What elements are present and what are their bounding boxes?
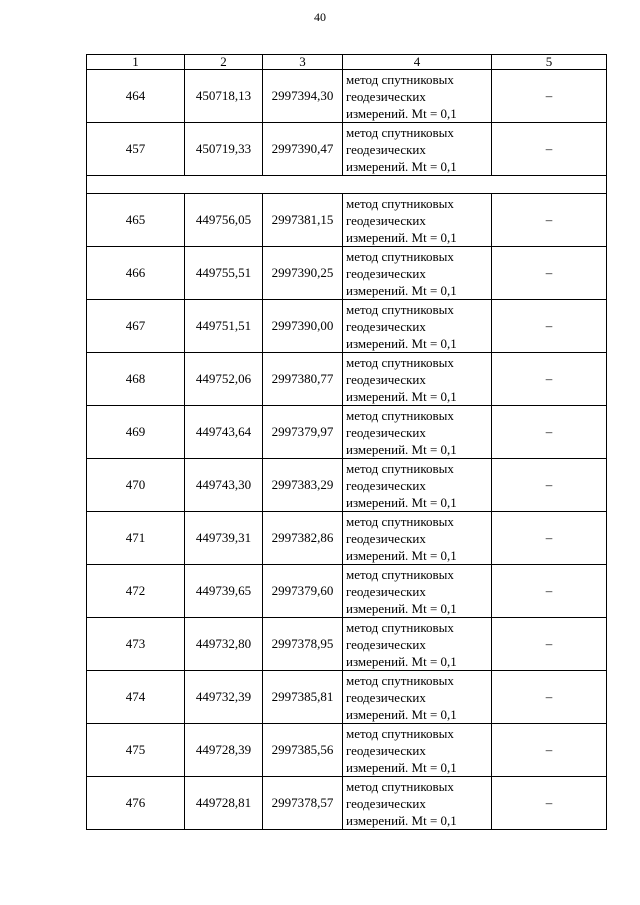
method-line: метод спутниковых [346, 195, 454, 211]
table-row [87, 406, 607, 459]
method-line: метод спутниковых [346, 725, 454, 741]
note: – [492, 512, 607, 565]
method-line: метод спутниковых [346, 248, 454, 264]
coordinate-x: 449751,51 [185, 300, 263, 353]
method-description [343, 300, 492, 353]
note: – [492, 724, 607, 777]
method-line: геодезических [346, 477, 426, 493]
table-header-row [87, 55, 607, 70]
coordinate-x: 449743,64 [185, 406, 263, 459]
method-description [343, 353, 492, 406]
method-description [343, 194, 492, 247]
note: – [492, 194, 607, 247]
coordinate-y: 2997394,30 [263, 70, 343, 123]
method-line: метод спутниковых [346, 513, 454, 529]
table-row [87, 565, 607, 618]
method-line: геодезических [346, 265, 426, 281]
method-line: геодезических [346, 318, 426, 334]
method-description [343, 406, 492, 459]
point-number: 472 [87, 565, 185, 618]
point-number: 473 [87, 618, 185, 671]
method-line: измерений. Mt = 0,1 [346, 388, 457, 404]
method-line: геодезических [346, 583, 426, 599]
point-number: 475 [87, 724, 185, 777]
note: – [492, 353, 607, 406]
note: – [492, 247, 607, 300]
method-line: геодезических [346, 530, 426, 546]
method-line: геодезических [346, 371, 426, 387]
method-line: метод спутниковых [346, 124, 454, 140]
table-row [87, 353, 607, 406]
method-line: измерений. Mt = 0,1 [346, 158, 457, 174]
method-line: метод спутниковых [346, 71, 454, 87]
table-row [87, 459, 607, 512]
coordinate-y: 2997382,86 [263, 512, 343, 565]
method-description [343, 123, 492, 176]
method-description [343, 724, 492, 777]
coordinate-y: 2997390,47 [263, 123, 343, 176]
separator-row [87, 176, 607, 194]
coordinate-y: 2997380,77 [263, 353, 343, 406]
coordinate-x: 449728,81 [185, 777, 263, 830]
header-col-4: 4 [343, 55, 492, 70]
method-line: метод спутниковых [346, 619, 454, 635]
method-description [343, 512, 492, 565]
header-col-5: 5 [492, 55, 607, 70]
coordinates-table [86, 54, 607, 830]
method-line: геодезических [346, 424, 426, 440]
coordinate-y: 2997390,25 [263, 247, 343, 300]
note: – [492, 777, 607, 830]
method-line: метод спутниковых [346, 460, 454, 476]
method-line: метод спутниковых [346, 566, 454, 582]
table-row [87, 671, 607, 724]
method-description [343, 618, 492, 671]
point-number: 471 [87, 512, 185, 565]
coordinate-x: 449728,39 [185, 724, 263, 777]
method-line: измерений. Mt = 0,1 [346, 547, 457, 563]
method-description [343, 247, 492, 300]
note: – [492, 459, 607, 512]
method-line: измерений. Mt = 0,1 [346, 282, 457, 298]
method-line: измерений. Mt = 0,1 [346, 494, 457, 510]
point-number: 467 [87, 300, 185, 353]
method-line: геодезических [346, 636, 426, 652]
method-line: измерений. Mt = 0,1 [346, 335, 457, 351]
point-number: 468 [87, 353, 185, 406]
coordinate-y: 2997385,81 [263, 671, 343, 724]
point-number: 470 [87, 459, 185, 512]
header-col-3: 3 [263, 55, 343, 70]
coordinate-x: 449739,65 [185, 565, 263, 618]
separator-cell [87, 176, 607, 194]
coordinate-y: 2997378,95 [263, 618, 343, 671]
table-body [87, 70, 607, 830]
method-description [343, 70, 492, 123]
method-line: геодезических [346, 212, 426, 228]
coordinate-y: 2997383,29 [263, 459, 343, 512]
coordinate-x: 449743,30 [185, 459, 263, 512]
method-line: геодезических [346, 742, 426, 758]
header-col-1: 1 [87, 55, 185, 70]
coordinate-x: 449755,51 [185, 247, 263, 300]
note: – [492, 618, 607, 671]
coordinate-y: 2997378,57 [263, 777, 343, 830]
coordinate-y: 2997379,60 [263, 565, 343, 618]
point-number: 465 [87, 194, 185, 247]
method-description [343, 671, 492, 724]
note: – [492, 70, 607, 123]
method-line: измерений. Mt = 0,1 [346, 706, 457, 722]
method-description [343, 565, 492, 618]
coordinate-x: 449756,05 [185, 194, 263, 247]
coordinate-x: 450718,13 [185, 70, 263, 123]
method-line: геодезических [346, 689, 426, 705]
coordinate-x: 449732,80 [185, 618, 263, 671]
method-line: метод спутниковых [346, 407, 454, 423]
table-row [87, 70, 607, 123]
point-number: 466 [87, 247, 185, 300]
method-line: измерений. Mt = 0,1 [346, 759, 457, 775]
method-line: измерений. Mt = 0,1 [346, 229, 457, 245]
table-row [87, 123, 607, 176]
header-col-2: 2 [185, 55, 263, 70]
method-line: геодезических [346, 141, 426, 157]
method-line: измерений. Mt = 0,1 [346, 600, 457, 616]
coordinate-x: 449732,39 [185, 671, 263, 724]
coordinate-x: 449752,06 [185, 353, 263, 406]
table-row [87, 512, 607, 565]
table-row [87, 724, 607, 777]
table-row [87, 618, 607, 671]
point-number: 469 [87, 406, 185, 459]
page-number: 40 [314, 10, 326, 24]
method-line: геодезических [346, 88, 426, 104]
note: – [492, 300, 607, 353]
note: – [492, 406, 607, 459]
method-line: метод спутниковых [346, 672, 454, 688]
note: – [492, 565, 607, 618]
method-line: метод спутниковых [346, 354, 454, 370]
coordinate-x: 450719,33 [185, 123, 263, 176]
method-line: метод спутниковых [346, 778, 454, 794]
coordinate-x: 449739,31 [185, 512, 263, 565]
note: – [492, 671, 607, 724]
method-line: геодезических [346, 795, 426, 811]
coordinate-y: 2997390,00 [263, 300, 343, 353]
point-number: 476 [87, 777, 185, 830]
method-description [343, 459, 492, 512]
method-line: измерений. Mt = 0,1 [346, 653, 457, 669]
method-line: метод спутниковых [346, 301, 454, 317]
method-line: измерений. Mt = 0,1 [346, 812, 457, 828]
point-number: 457 [87, 123, 185, 176]
table-row [87, 247, 607, 300]
note: – [492, 123, 607, 176]
table-row [87, 777, 607, 830]
method-description [343, 777, 492, 830]
method-line: измерений. Mt = 0,1 [346, 441, 457, 457]
coordinate-y: 2997379,97 [263, 406, 343, 459]
point-number: 464 [87, 70, 185, 123]
table-row [87, 194, 607, 247]
point-number: 474 [87, 671, 185, 724]
method-line: измерений. Mt = 0,1 [346, 105, 457, 121]
coordinate-y: 2997385,56 [263, 724, 343, 777]
coordinate-y: 2997381,15 [263, 194, 343, 247]
table-row [87, 300, 607, 353]
